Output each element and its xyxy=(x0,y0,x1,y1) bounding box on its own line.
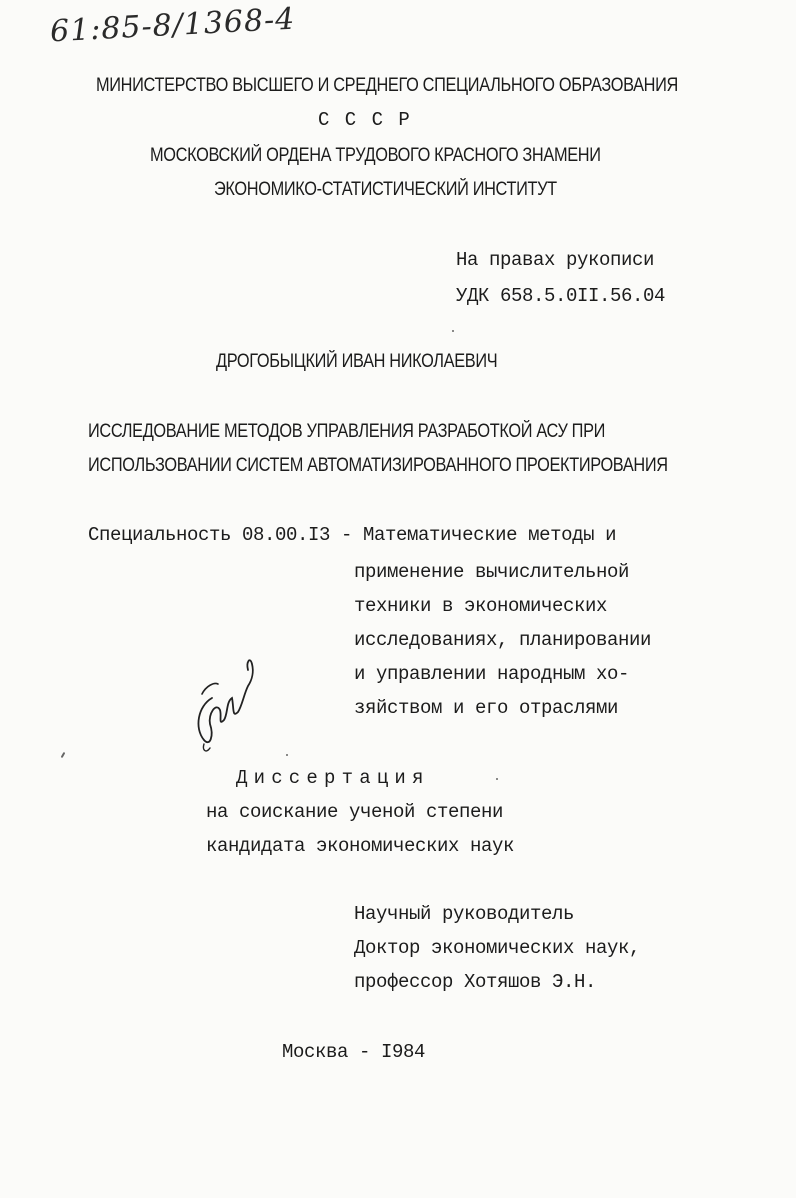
supervisor-name: профессор Хотяшов Э.Н. xyxy=(354,971,597,993)
place-year: Москва - I984 xyxy=(282,1041,426,1063)
scan-speck xyxy=(61,752,66,758)
degree-line-2: кандидата экономических наук xyxy=(206,835,515,857)
scan-speck xyxy=(286,754,288,756)
dissertation-title-line-1: ИССЛЕДОВАНИЕ МЕТОДОВ УПРАВЛЕНИЯ РАЗРАБОТКОЙ АСУ ПРИ xyxy=(88,421,606,442)
ministry-line: МИНИСТЕРСТВО ВЫСШЕГО И СРЕДНЕГО СПЕЦИАЛЬНОГО ОБРАЗОВАНИЯ xyxy=(96,75,679,96)
dissertation-label: Диссертация xyxy=(236,767,430,789)
specialty-line: применение вычислительной xyxy=(354,561,630,583)
supervisor-heading: Научный руководитель xyxy=(354,903,575,925)
specialty-line: зяйством и его отраслями xyxy=(354,697,619,719)
archive-number: 61:85-8/1368-4 xyxy=(49,1,297,50)
supervisor-degree: Доктор экономических наук, xyxy=(354,937,641,959)
institute-line-1: МОСКОВСКИЙ ОРДЕНА ТРУДОВОГО КРАСНОГО ЗНАМЕНИ xyxy=(150,145,601,166)
institute-line-2: ЭКОНОМИКО-СТАТИСТИЧЕСКИЙ ИНСТИТУТ xyxy=(214,179,557,200)
manuscript-rights: На правах рукописи xyxy=(456,249,655,271)
udk-code: УДК 658.5.0II.56.04 xyxy=(456,285,666,307)
scan-speck xyxy=(452,330,454,332)
specialty-lead: Специальность 08.00.I3 - Математические методы и xyxy=(88,524,617,546)
specialty-line: исследованиях, планировании xyxy=(354,629,652,651)
dissertation-title-line-2: ИСПОЛЬЗОВАНИИ СИСТЕМ АВТОМАТИЗИРОВАННОГО ПРОЕКТИРОВАНИЯ xyxy=(88,455,668,476)
specialty-line: техники в экономических xyxy=(354,595,608,617)
degree-line-1: на соискание ученой степени xyxy=(206,801,504,823)
handwritten-signature xyxy=(188,636,268,756)
scan-speck xyxy=(496,778,498,780)
specialty-line: и управлении народным хо- xyxy=(354,663,630,685)
country-line: С С С Р xyxy=(318,109,412,131)
author-name: ДРОГОБЫЦКИЙ ИВАН НИКОЛАЕВИЧ xyxy=(216,351,498,372)
